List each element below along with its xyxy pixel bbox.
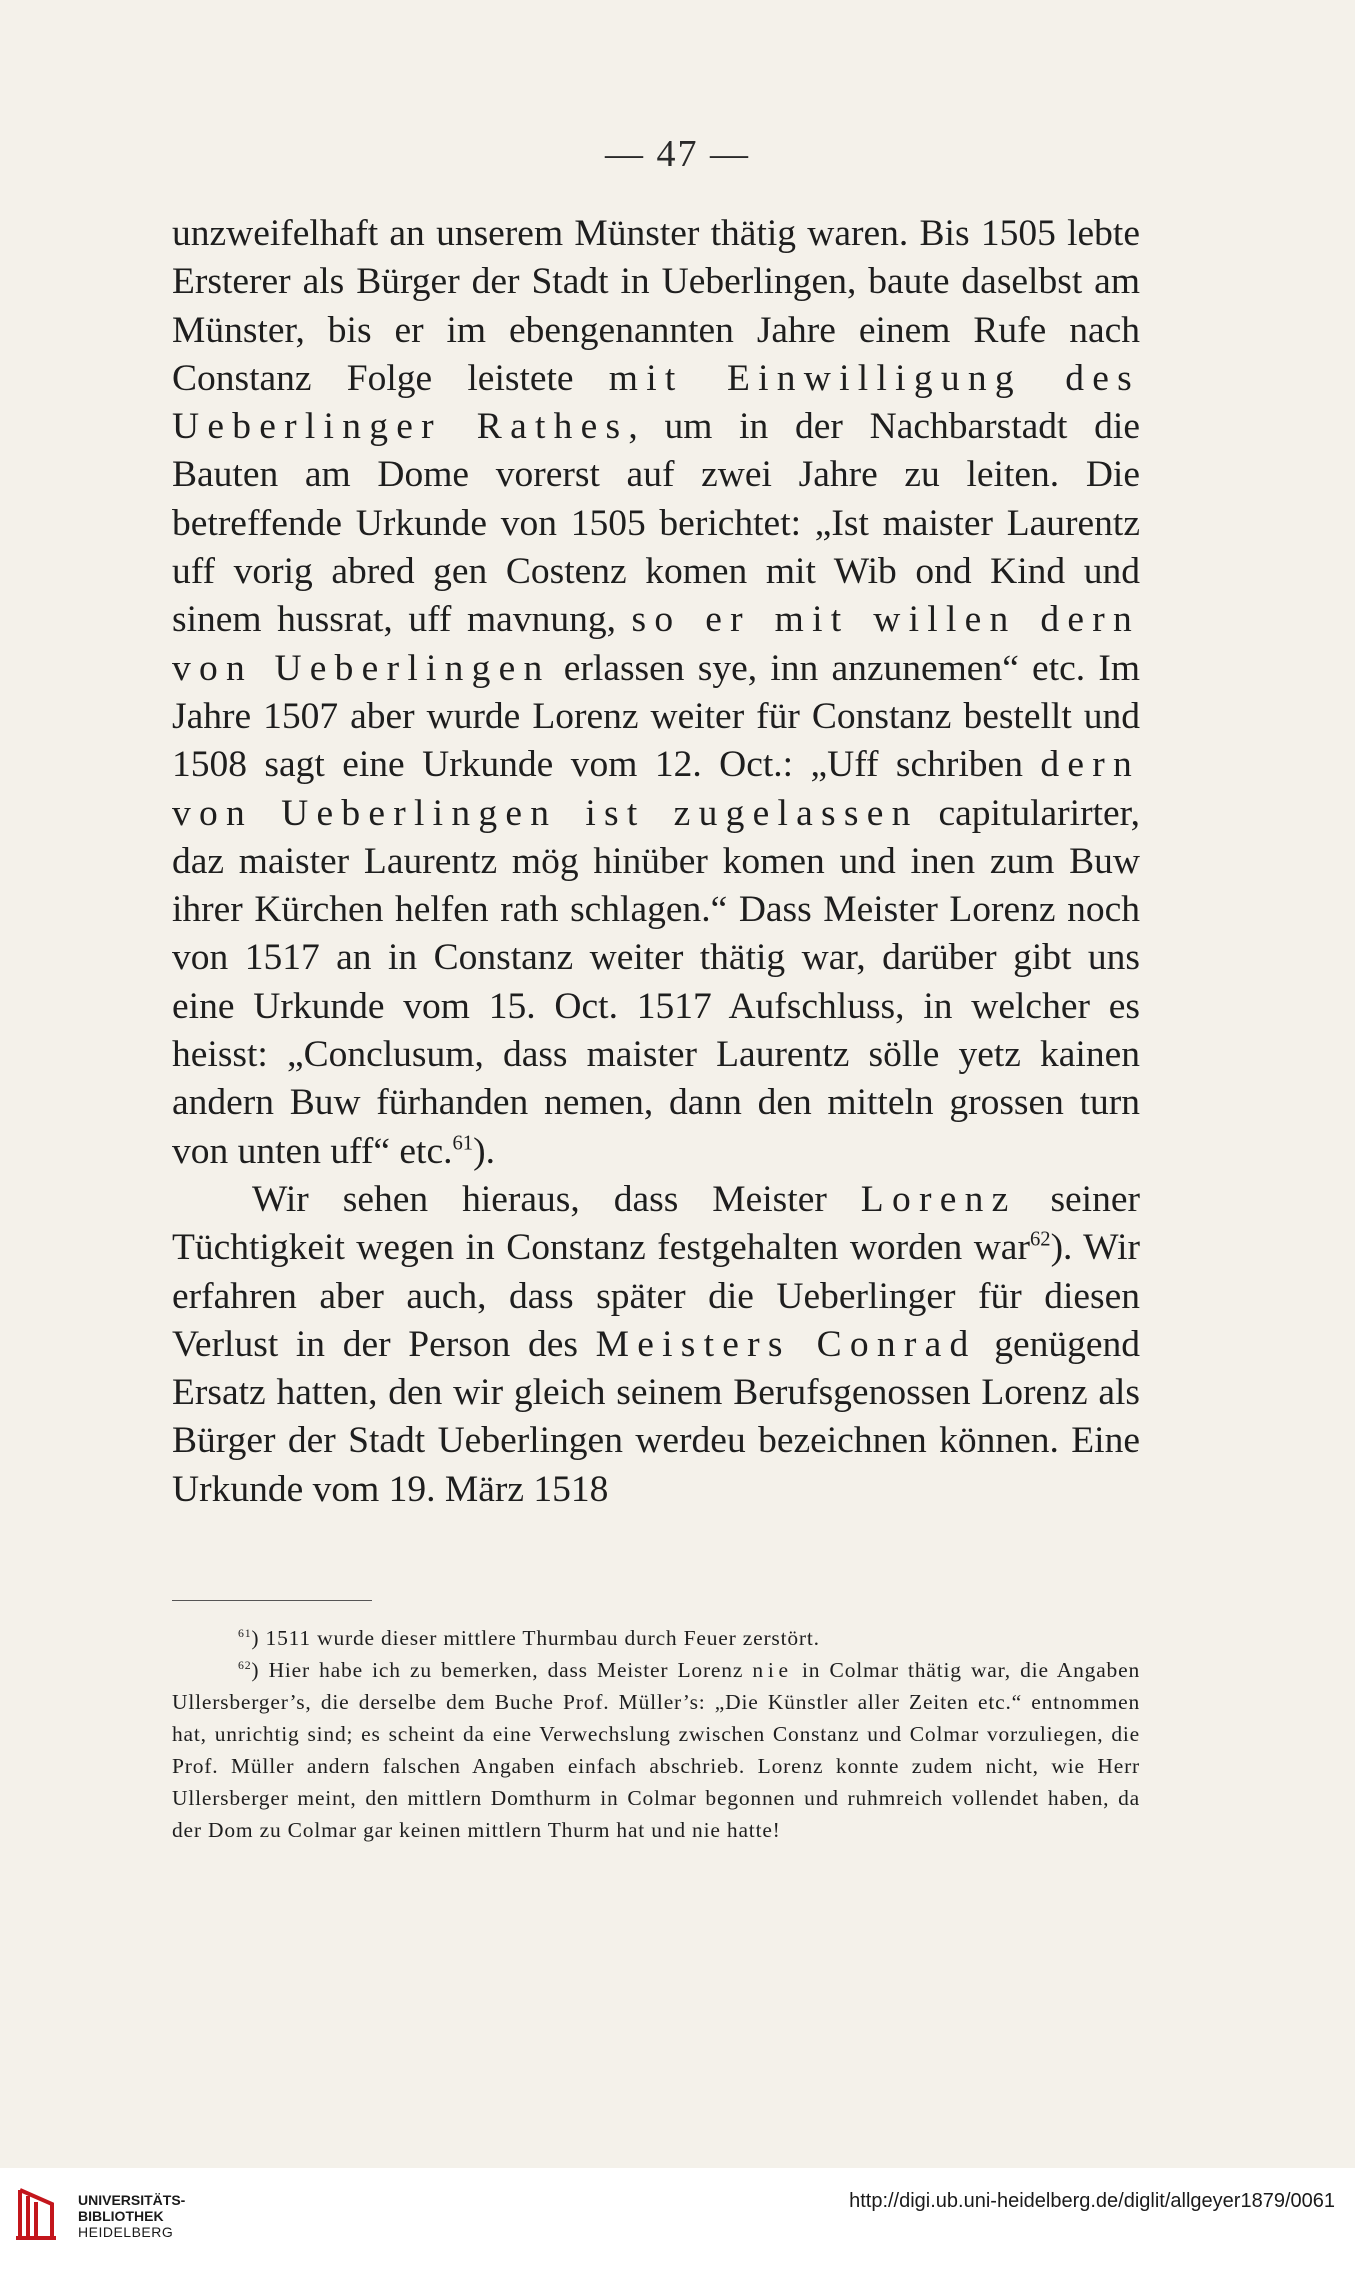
main-text (172, 210, 1140, 1514)
source-url-link[interactable]: http://digi.ub.uni-heidelberg.de/diglit/allgeyer1879/0061 (849, 2190, 1335, 2212)
paragraph-1-text-3: erlassen sye, inn anzunemen“ etc. Im Jahre 1507 aber wurde Lorenz weiter für Constanz bestellt und 1508 sagt eine Urkunde vom 12. Oct.: „Uff schriben (172, 647, 1141, 786)
library-logo-icon[interactable] (12, 2184, 60, 2244)
spaced-emphasis: dern von Ueberlingen ist zugelassen (172, 744, 1140, 834)
library-line-1: UNIVERSITÄTS- (78, 2192, 186, 2208)
spaced-emphasis: Meisters Conrad (595, 1323, 977, 1365)
paragraph-1-text-2: , um in der Nachbarstadt die Bauten am Dome vorerst auf zwei Jahre zu leiten. Die betreffende Urkunde von 1505 berichtet: „Ist maister Laurentz uff vorig abred gen Costenz komen mit Wib ond Kind und sinem hussrat, uff mavnung, (172, 406, 1140, 641)
spaced-emphasis: mit Einwilligung des Ueberlinger Rathes (172, 357, 1141, 448)
paragraph-1-end: ). (473, 1130, 495, 1172)
footnote-ref-61[interactable]: 61 (452, 1132, 474, 1155)
footnote-61 (172, 1622, 1140, 1654)
library-line-2: BIBLIOTHEK (78, 2208, 164, 2224)
footnote-62-text-1: ) Hier habe ich zu bemerken, dass Meister Lorenz (251, 1658, 753, 1682)
paragraph-1 (172, 210, 1140, 1176)
paragraph-2-text-3: ). Wir erfahren aber auch, dass später die Ueberlinger für diesen Verlust in der Person des (172, 1227, 1140, 1365)
footnote-mark-62: 62 (238, 1657, 252, 1672)
paragraph-2-text-1: Wir sehen hieraus, dass Meister (252, 1178, 861, 1220)
spaced-emphasis: Lorenz (860, 1178, 1017, 1220)
footnote-ref-62[interactable]: 62 (1029, 1228, 1051, 1251)
footer-bar (0, 2168, 1355, 2280)
footnote-62-text-2: in Colmar thätig war, die Angaben Ullersberger’s, die derselbe dem Buche Prof. Müller’s: „Die Künstler aller Zeiten etc.“ entnommen hat, unrichtig sind; es scheint da eine Verwechslung zwischen Constanz und Colmar vorzuliegen, die Prof. Müller andern falschen Angaben einfach abschrieb. Lorenz konnte zudem nicht, wie Herr Ullersberger meint, den mittlern Domthurm in Colmar begonnen und ruhmreich vollendet haben, da der Dom zu Colmar gar keinen mittlern Thurm hat und nie hatte! (172, 1658, 1140, 1842)
paragraph-2-text-2: seiner Tüchtigkeit wegen in Constanz festgehalten worden war (172, 1178, 1140, 1269)
footnote-62 (172, 1654, 1140, 1846)
paragraph-2 (172, 1176, 1140, 1514)
paragraph-1-text-4: capitularirter, daz maister Laurentz mög hinüber komen und inen zum Buw ihrer Kürchen helfen rath schlagen.“ Dass Meister Lorenz noch von 1517 an in Constanz weiter thätig war, darüber gibt uns eine Urkunde vom 15. Oct. 1517 Aufschluss, in welcher es heisst: „Conclusum, dass maister Laurentz sölle yetz kainen andern Buw fürhanden nemen, dann den mitteln grossen turn von unten uff“ etc. (172, 792, 1140, 1172)
footnote-divider (172, 1600, 372, 1601)
page-number: — 47 — (605, 133, 750, 175)
spaced-emphasis: so er mit willen dern von Ueberlingen (172, 599, 1140, 689)
paragraph-1-text-1: unzweifelhaft an unserem Münster thätig waren. Bis 1505 lebte Ersterer als Bürger der Stadt in Ueberlingen, baute daselbst am Münster, bis er im ebengenannten Jahre einem Rufe nach Constanz Folge leistete (172, 213, 1140, 399)
footnote-mark-61: 61 (238, 1625, 252, 1640)
footnote-61-text: ) 1511 wurde dieser mittlere Thurmbau durch Feuer zerstört. (251, 1626, 820, 1650)
library-name (78, 2192, 185, 2240)
paragraph-2-text-4: genügend Ersatz hatten, den wir gleich seinem Berufsgenossen Lorenz als Bürger der Stadt Ueberlingen werdeu bezeichnen können. Eine Urkunde vom 19. März 1518 (172, 1323, 1141, 1510)
footnotes (172, 1622, 1140, 1846)
spaced-emphasis: nie (752, 1658, 793, 1682)
library-line-3: HEIDELBERG (78, 2224, 174, 2240)
